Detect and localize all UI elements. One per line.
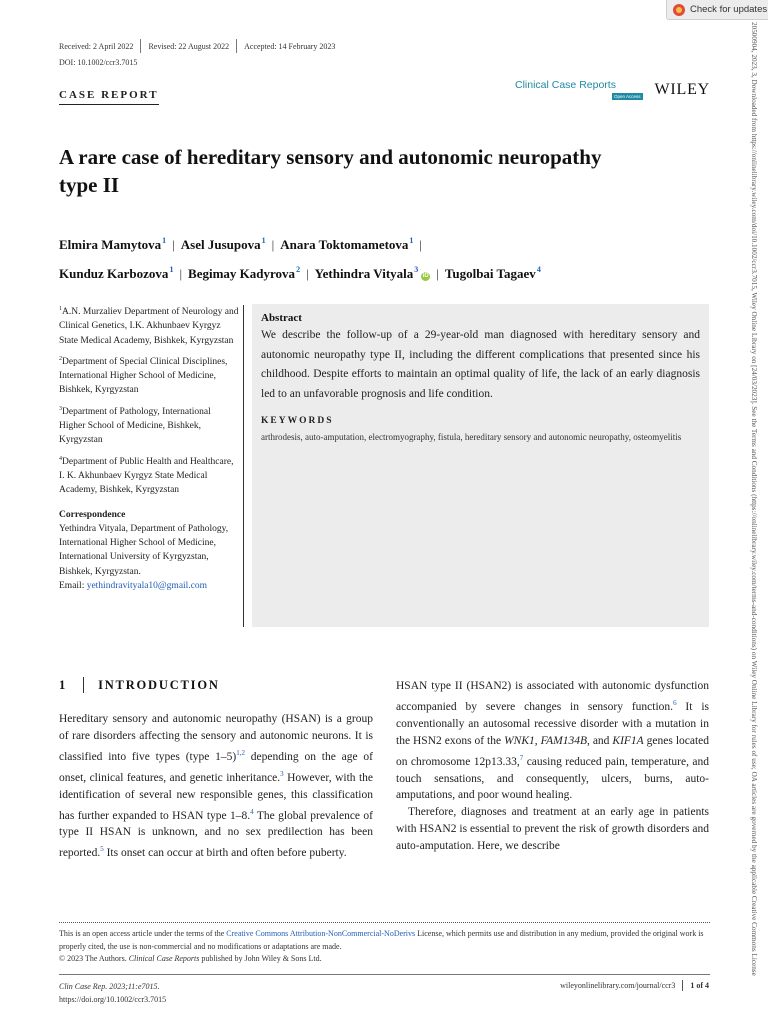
footer-right — [560, 980, 709, 991]
revised-date: Revised: 22 August 2022 — [148, 41, 230, 51]
accepted-date: Accepted: 14 February 2023 — [244, 41, 336, 51]
correspondence-heading: Correspondence — [59, 509, 126, 520]
divider — [83, 677, 84, 693]
body-column-left — [59, 711, 373, 862]
journal-site-link[interactable]: wileyonlinelibrary.com/journal/ccr3 — [560, 981, 676, 990]
article-type-label: CASE REPORT — [59, 89, 159, 105]
affiliation: $^2$Department of Special Clinical Disciplines, International Higher School of Medicine, Bishkek, Kyrgyzstan — [59, 355, 228, 396]
body-column-right — [396, 678, 709, 855]
journal-brand — [515, 79, 710, 103]
author-list: Elmira Mamytova$^1$ | Asel Jusupova$^1$ | Anara Toktomametova$^1$ | Kunduz Karbozova$^1$ | Begimay Kadyrova$^2$ | Yethindra Vityala$^3$iD | Tugolbai Tagaev$^4$ — [59, 236, 541, 281]
author[interactable]: Tugolbai Tagaev$^4$ — [444, 265, 541, 281]
download-side-note — [748, 22, 762, 1012]
license-divider — [59, 922, 710, 923]
paragraph: HSAN type II (HSAN2) is associated with autonomic dysfunction accompanied by severe changes in sensory function.$^6$ It is conventionally an autosomal recessive disorder with a mutation in the HSN2 exons of the WNK1, FAM134B, and KIF1A genes located on chromosome 12p13.33,$^7$ causing reduced pain, temperature, and touch sensations, and consequently, ulcers, burns, auto-amputations, and poor wound healing. — [396, 680, 710, 802]
section-heading — [59, 677, 220, 693]
section-title: INTRODUCTION — [98, 677, 220, 692]
section-number: 1 — [59, 677, 68, 692]
crossmark-icon — [673, 4, 685, 16]
author[interactable]: Elmira Mamytova$^1$ — [59, 236, 167, 252]
citation-link[interactable]: 6 — [673, 698, 677, 707]
license-notice: This is an open access article under the terms of the Creative Commons Attribution-NonCommercial-NoDerivs License, which permits use and distribution in any medium, provided the original work is properly cited, the use is non-commercial and no modifications or adaptations are made. © 2023 The Authors. Clinical Case Reports published by John Wiley & Sons Ltd. — [59, 929, 704, 963]
citation-link[interactable]: 5 — [100, 845, 104, 854]
affiliations-column — [59, 302, 239, 593]
citation-link[interactable]: 1,2 — [236, 748, 245, 757]
orcid-icon[interactable]: iD — [422, 273, 429, 279]
article-dates — [59, 39, 335, 53]
paragraph: Hereditary sensory and autonomic neuropathy (HSAN) is a group of rare disorders affecting the sensory and autonomic neurons. It is classified into five types (type 1–5)$^{1,2}$ depending on the age of onset, clinical features, and genetic inheritance.$^3$ However, with the identification of several new responsible genes, this classification has further expanded to HSAN type 1–8.$^4$ The global prevalence of type II HSAN is unknown, and no sex predilection has been reported.$^5$ Its onset can occur at birth and often before puberty. — [59, 713, 373, 860]
divider — [236, 39, 237, 53]
citation-link[interactable]: 3 — [280, 769, 284, 778]
correspondence-text: Yethindra Vityala, Department of Pathology, International Higher School of Medicine, International University of Kyrgyzstan, Bishkek, Kyrgyzstan. Email: yethindravityala10@gmail.com — [59, 523, 229, 592]
abstract-text: We describe the follow-up of a 29-year-old man diagnosed with hereditary sensory and autonomic neuropathy type II, including the different complications that presented since his childhood. Despite efforts to maintain an optimal quality of life, the lack of an early diagnosis led to an unfavorable prognosis and life condition. — [261, 329, 700, 400]
email-link[interactable]: yethindravityala10@gmail.com — [86, 581, 208, 592]
article-doi: DOI: 10.1002/ccr3.7015 — [59, 58, 138, 67]
publisher-logo: WILEY — [654, 81, 710, 98]
divider — [140, 39, 141, 53]
journal-name[interactable]: Clinical Case Reports — [515, 79, 616, 91]
column-divider — [243, 305, 244, 627]
abstract-heading: Abstract — [261, 312, 302, 324]
open-access-badge: Open Access — [614, 94, 641, 99]
keywords-heading: KEYWORDS — [261, 416, 334, 427]
affiliation: $^4$Department of Public Health and Healthcare, I. K. Akhunbaev Kyrgyz State Medical Academy, Bishkek, Kyrgyzstan — [59, 455, 234, 496]
keywords-text: arthrodesis, auto-amputation, electromyography, fistula, hereditary sensory and autonomic neuropathy, osteomyelitis — [261, 432, 682, 443]
footer-doi-link[interactable]: https://doi.org/10.1002/ccr3.7015 — [59, 995, 167, 1004]
received-date: Received: 2 April 2022 — [59, 41, 134, 51]
check-for-updates-label: Check for updates — [690, 4, 768, 15]
author[interactable]: Asel Jusupova$^1$ — [180, 236, 266, 252]
author[interactable]: Kunduz Karbozova$^1$ — [59, 265, 174, 281]
check-for-updates-button[interactable] — [666, 0, 768, 20]
affiliation: $^3$Department of Pathology, International Higher School of Medicine, Bishkek, Kyrgyzstan — [59, 405, 211, 446]
abstract-box — [252, 304, 709, 627]
footer-citation: Clin Case Rep. 2023;11:e7015. https://doi.org/10.1002/ccr3.7015 — [59, 982, 167, 1004]
side-note-text: 20500904, 2023, 3, Downloaded from https://onlinelibrary.wiley.com/doi/10.1002/ccr3.7015, Wiley Online Library on [24/03/2023]. See the Terms and Conditions (https://onlinelibrary.wiley.com/terms-and-conditions) on Wiley Online Library for rules of use; OA articles are governed by the applicable Creative Commons License — [750, 22, 758, 976]
page-number: 1 of 4 — [690, 981, 709, 990]
article-title: A rare case of hereditary sensory and autonomic neuropathy type II — [59, 145, 602, 197]
citation-link[interactable]: 7 — [519, 753, 524, 762]
license-link[interactable]: Creative Commons Attribution-NonCommercial-NoDerivs — [226, 929, 416, 938]
author[interactable]: Anara Toktomametova$^1$ — [280, 236, 414, 252]
citation-link[interactable]: 4 — [250, 807, 254, 816]
paragraph: Therefore, diagnoses and treatment at an early age in patients with HSAN2 is essential to prevent the risk of growth disorders and auto-amputation. Here, we describe — [396, 806, 709, 853]
author[interactable]: Begimay Kadyrova$^2$ — [188, 265, 301, 281]
footer-divider — [59, 974, 710, 975]
affiliation: $^1$A.N. Murzaliev Department of Neurology and Clinical Genetics, I.K. Akhunbaev Kyrgyz State Medical Academy, Bishkek, Kyrgyzstan — [59, 306, 239, 346]
author[interactable]: Yethindra Vityala$^3$iD — [314, 265, 429, 281]
divider — [682, 980, 683, 991]
